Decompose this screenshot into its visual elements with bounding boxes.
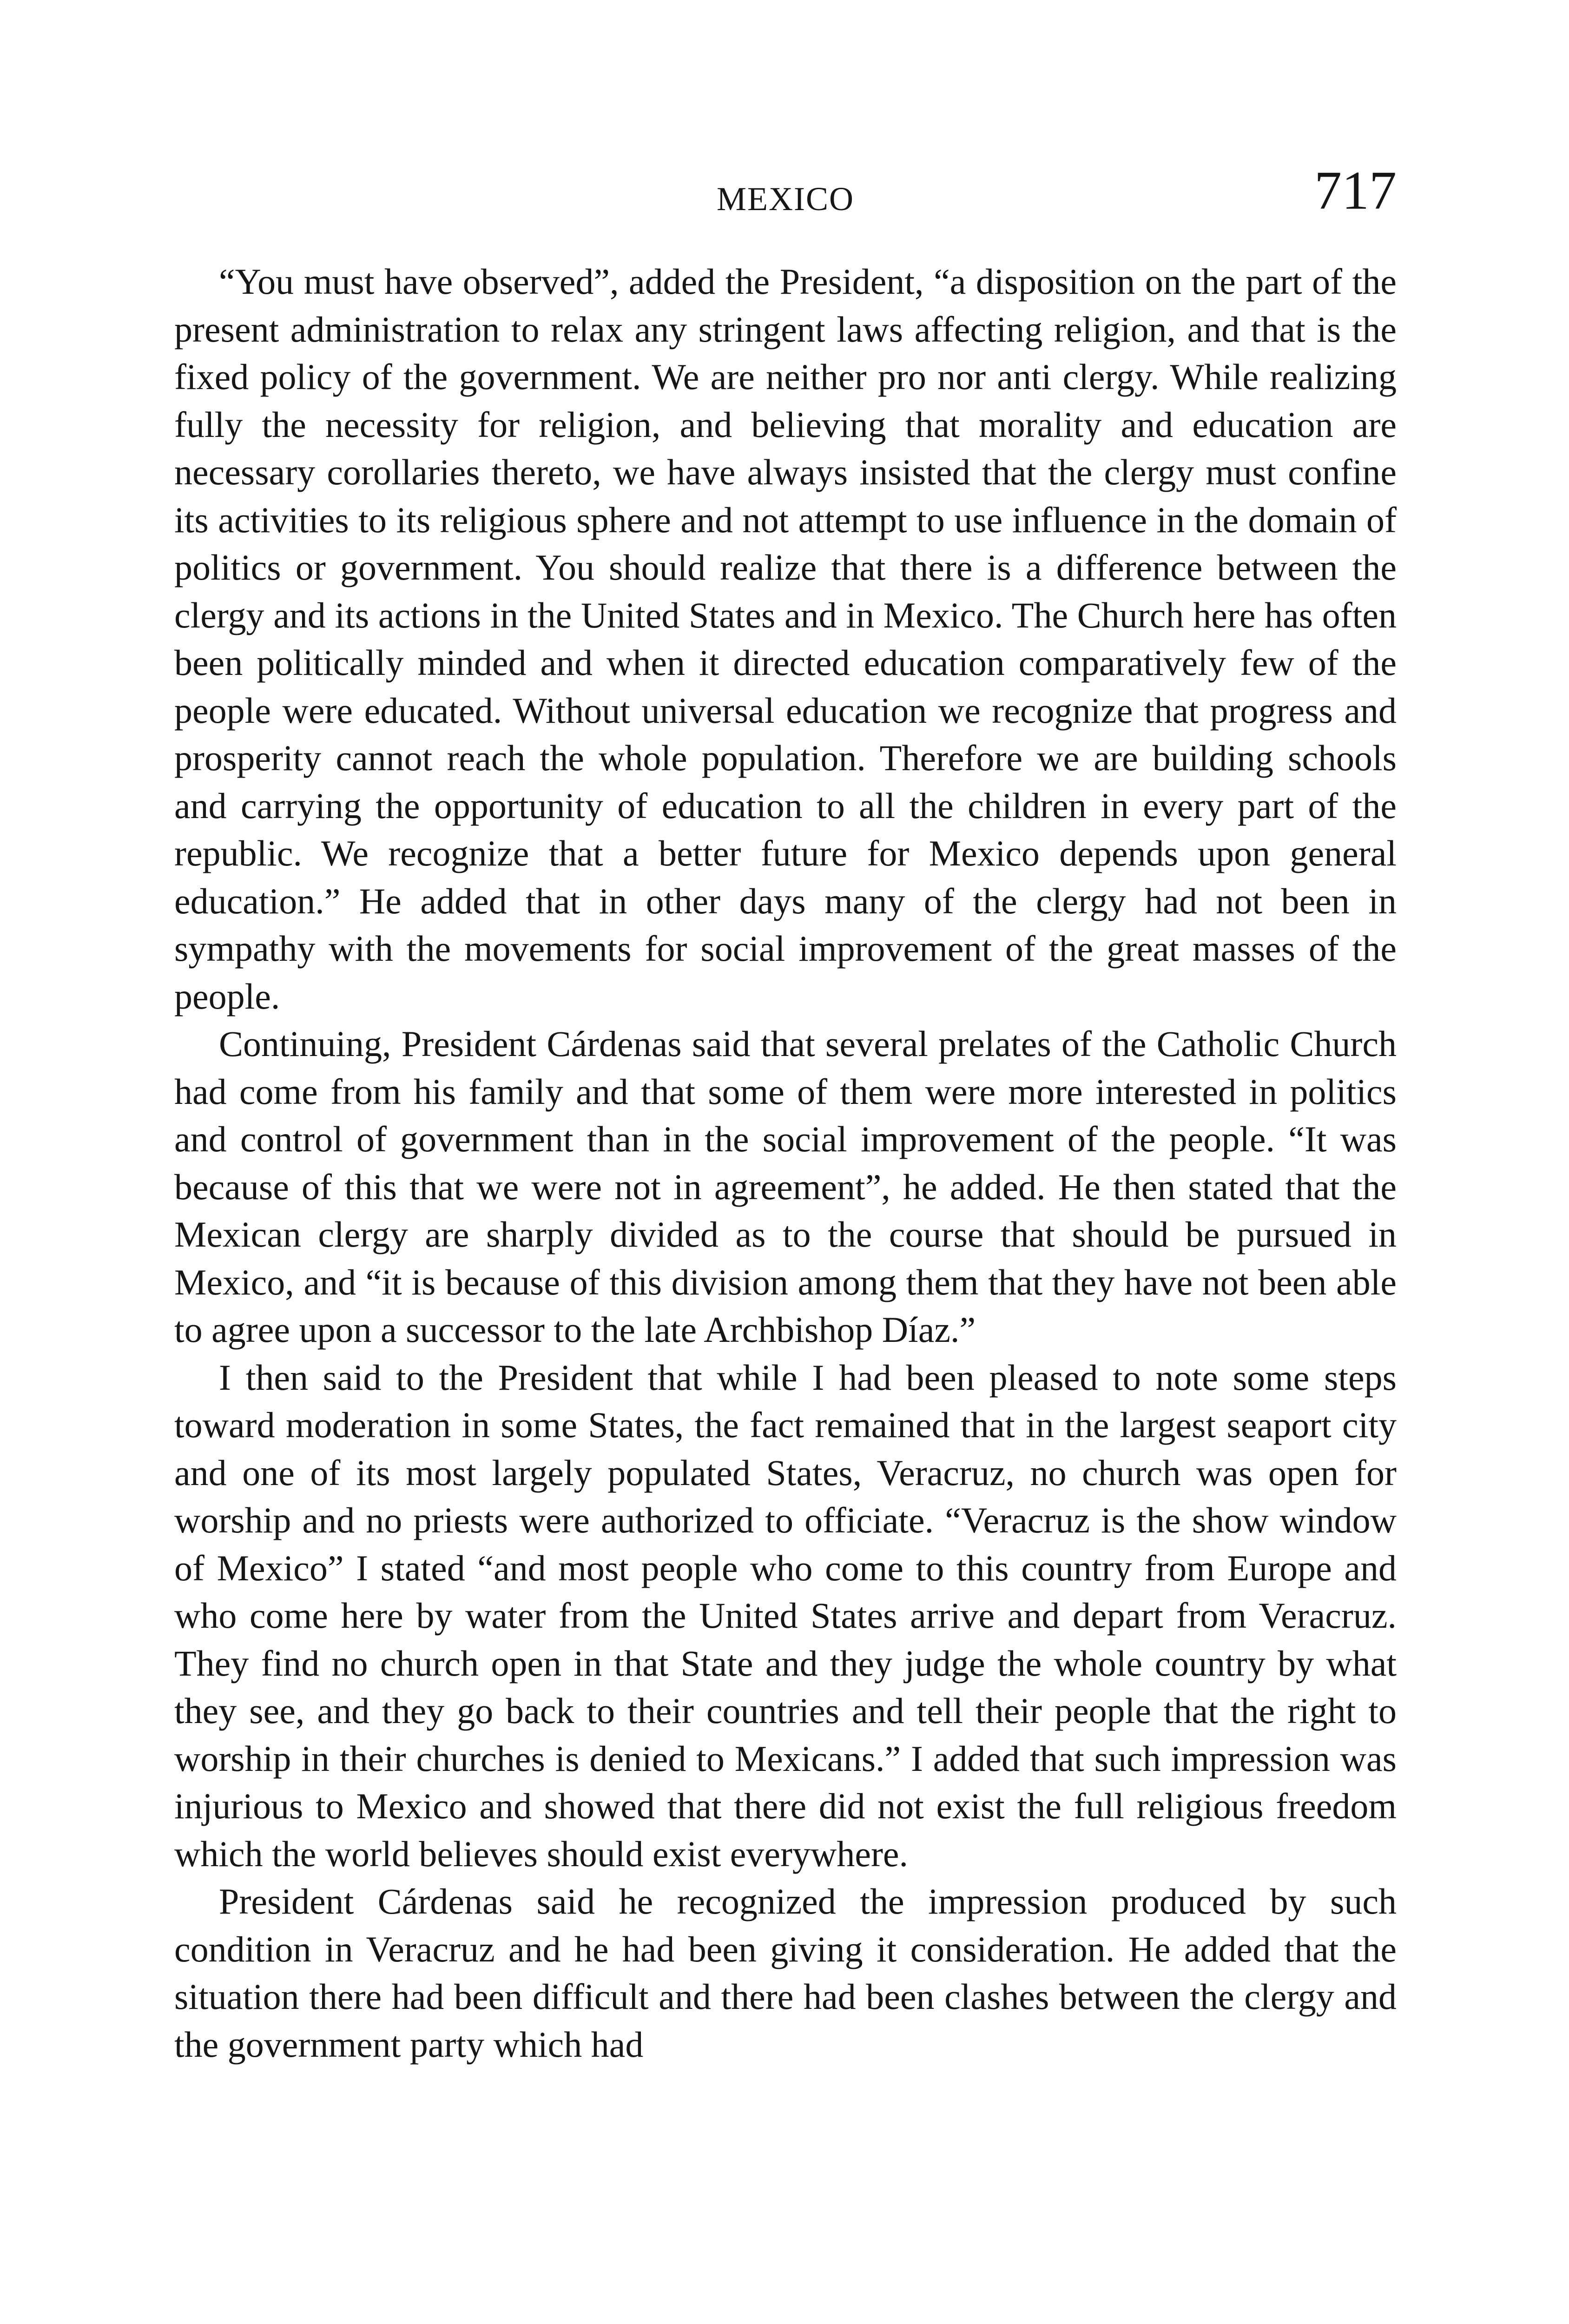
paragraph-1: “You must have observed”, added the President, “a disposition on the part of the present administration to relax any stringent laws affecting religion, and that is the fixed policy of the government. We are neither pro nor anti clergy. While realizing fully the necessity for religion, and believing that morality and education are necessary corollaries thereto, we have always insisted that the clergy must confine its activities to its religious sphere and not attempt to use influence in the domain of politics or government. You should realize that there is a difference between the clergy and its actions in the United States and in Mexico. The Church here has often been politically minded and when it directed education comparatively few of the people were educated. Without universal education we recognize that progress and prosperity cannot reach the whole population. Therefore we are building schools and carrying the opportunity of education to all the children in every part of the republic. We recognize that a better future for Mexico depends upon general education.” He added that in other days many of the clergy had not been in sympathy with the movements for social improvement of the great masses of the people. — [174, 261, 1397, 1017]
body-text — [174, 258, 1397, 2068]
page-number: 717 — [1314, 160, 1397, 221]
page-header — [174, 160, 1397, 230]
paragraph-3: I then said to the President that while I had been pleased to note some steps toward moderation in some States, the fact remained that in the largest seaport city and one of its most largely populated States, Veracruz, no church was open for worship and no priests were authorized to officiate. “Veracruz is the show window of Mexico” I stated “and most people who come to this country from Europe and who come here by water from the United States arrive and depart from Veracruz. They find no church open in that State and they judge the whole country by what they see, and they go back to their countries and tell their people that the right to worship in their churches is denied to Mexicans.” I added that such impression was injurious to Mexico and showed that there did not exist the full religious freedom which the world believes should exist everywhere. — [174, 1357, 1397, 1874]
paragraph-4: President Cárdenas said he recognized the impression produced by such condition in Veracruz and he had been giving it consideration. He added that the situation there had been difficult and there had been clashes between the clergy and the government party which had — [174, 1881, 1397, 2065]
running-head: MEXICO — [717, 180, 854, 218]
paragraph-2: Continuing, President Cárdenas said that several prelates of the Catholic Church had come from his family and that some of them were more interested in politics and control of government than in the social improvement of the people. “It was because of this that we were not in agreement”, he added. He then stated that the Mexican clergy are sharply divided as to the course that should be pursued in Mexico, and “it is because of this division among them that they have not been able to agree upon a successor to the late Archbishop Díaz.” — [174, 1023, 1397, 1350]
